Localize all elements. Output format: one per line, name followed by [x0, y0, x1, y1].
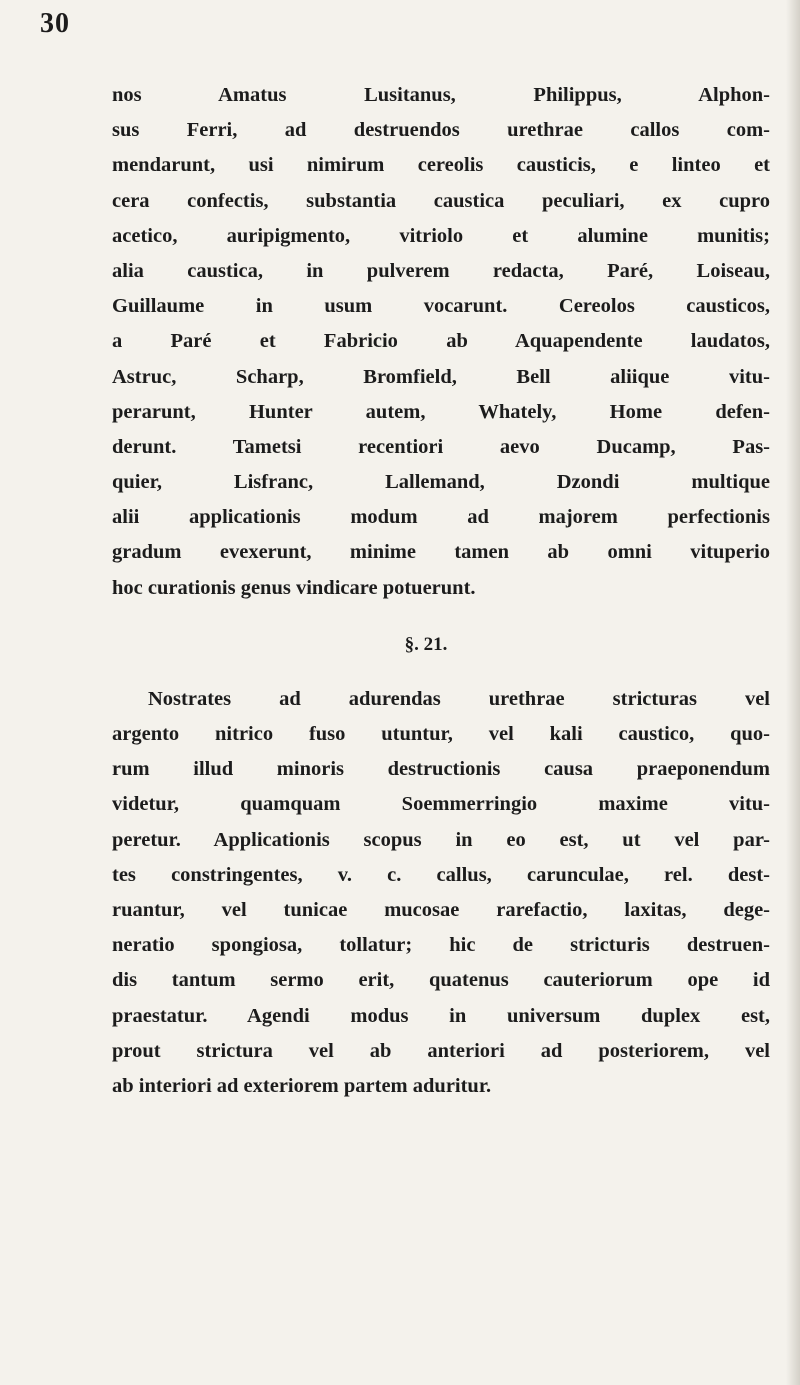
- text-line: derunt. Tametsi recentiori aevo Ducamp, Pas-: [112, 435, 770, 458]
- page-body: [112, 78, 770, 1104]
- text-line: gradum evexerunt, minime tamen ab omni vituperio: [112, 541, 770, 564]
- page-edge-shadow: [786, 0, 800, 1385]
- text-line: ab interiori ad exteriorem partem aduritur.: [112, 1074, 492, 1097]
- text-line: quier, Lisfranc, Lallemand, Dzondi multique: [112, 471, 770, 494]
- text-line: tes constringentes, v. c. callus, carunculae, rel. dest-: [112, 863, 770, 886]
- text-line: hoc curationis genus vindicare potuerunt.: [112, 576, 476, 599]
- text-line: a Paré et Fabricio ab Aquapendente laudatos,: [112, 330, 770, 353]
- text-line: mendarunt, usi nimirum cereolis causticis, e linteo et: [112, 154, 770, 177]
- text-line: dis tantum sermo erit, quatenus cauteriorum ope id: [112, 969, 770, 992]
- text-line: argento nitrico fuso utuntur, vel kali caustico, quo-: [112, 723, 770, 745]
- text-line: peretur. Applicationis scopus in eo est, ut vel par-: [112, 828, 770, 851]
- text-line: perarunt, Hunter autem, Whately, Home defen-: [112, 400, 770, 423]
- text-line: neratio spongiosa, tollatur; hic de stricturis destruen-: [112, 934, 770, 957]
- paragraph-1: [112, 78, 770, 606]
- paragraph-2: [112, 682, 770, 1104]
- text-line: Guillaume in usum vocarunt. Cereolos causticos,: [112, 295, 770, 318]
- text-line: acetico, auripigmento, vitriolo et alumine munitis;: [112, 224, 770, 247]
- section-heading: §. 21.: [404, 633, 448, 655]
- page-number: 30: [40, 8, 70, 39]
- text-line: alii applicationis modum ad majorem perfectionis: [112, 506, 770, 529]
- text-line: nos Amatus Lusitanus, Philippus, Alphon-: [112, 84, 770, 106]
- text-line: rum illud minoris destructionis causa praeponendum: [112, 758, 770, 781]
- text-line: prout strictura vel ab anteriori ad posteriorem, vel: [112, 1039, 770, 1062]
- text-line: cera confectis, substantia caustica peculiari, ex cupro: [112, 189, 770, 212]
- text-line: alia caustica, in pulverem redacta, Paré, Loiseau,: [112, 259, 770, 282]
- text-line: praestatur. Agendi modus in universum duplex est,: [112, 1004, 770, 1027]
- text-line: videtur, quamquam Soemmerringio maxime vitu-: [112, 793, 770, 816]
- text-line: Nostrates ad adurendas urethrae stricturas vel: [148, 687, 770, 710]
- text-line: ruantur, vel tunicae mucosae rarefactio, laxitas, dege-: [112, 898, 770, 921]
- text-line: sus Ferri, ad destruendos urethrae callos com-: [112, 119, 770, 142]
- text-line: Astruc, Scharp, Bromfield, Bell aliique vitu-: [112, 365, 770, 388]
